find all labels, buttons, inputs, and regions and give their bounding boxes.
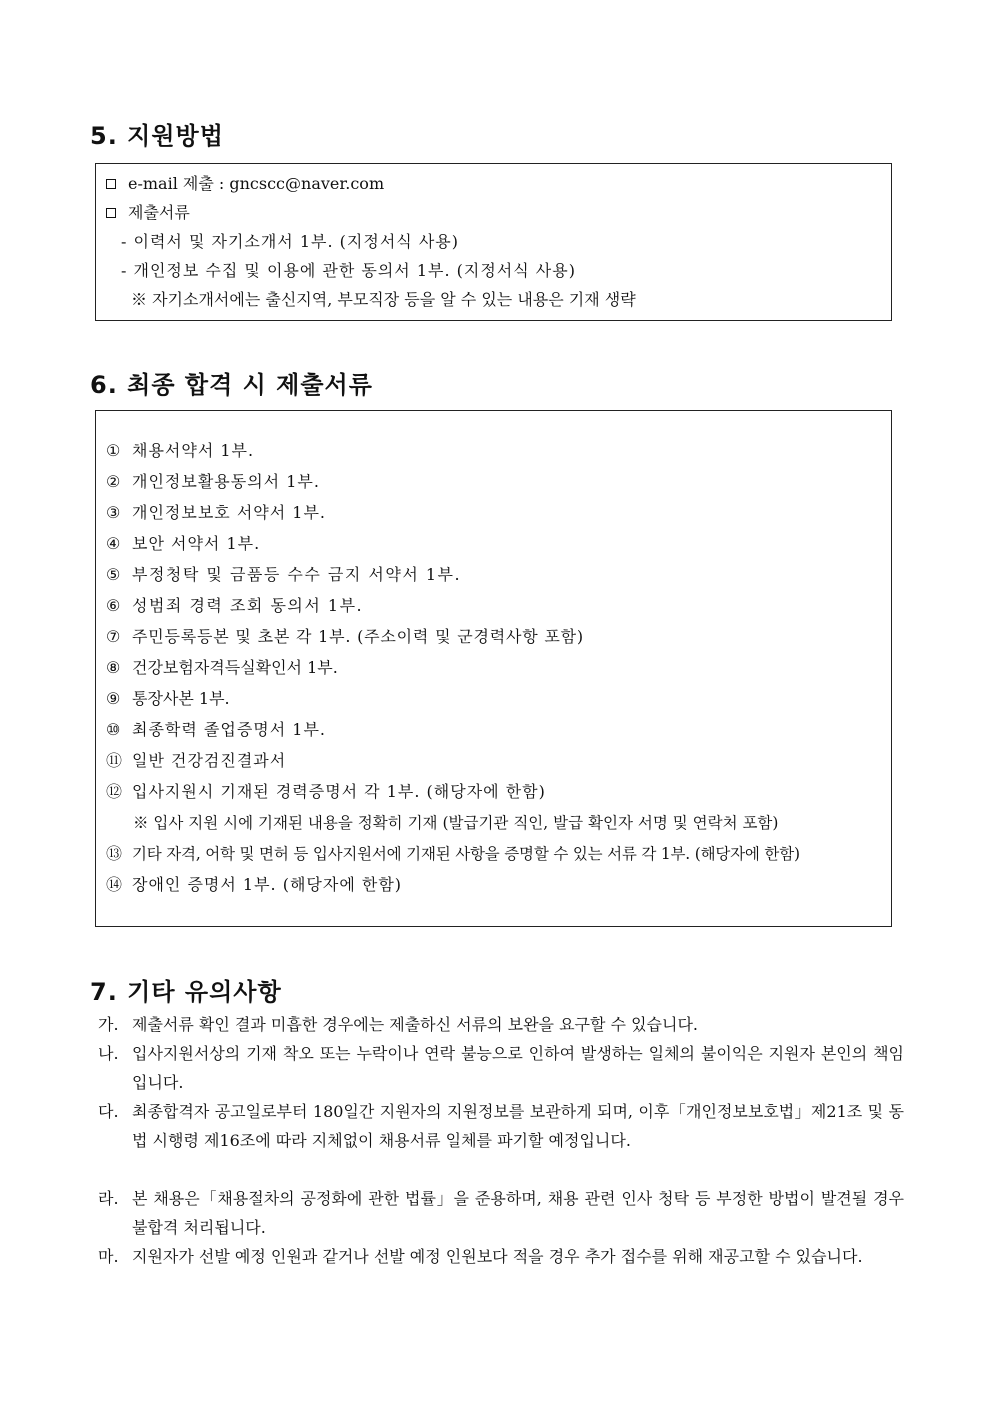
list-item [106, 627, 584, 647]
list-item-documents [106, 203, 190, 223]
list-item [106, 782, 546, 802]
notice-text: 지원자가 선발 예정 인원과 같거나 선발 예정 인원보다 적을 경우 추가 접수를 위해 재공고할 수 있습니다. [132, 1247, 863, 1266]
sub-item-resume: - 이력서 및 자기소개서 1부. (지정서식 사용) [121, 232, 459, 251]
item-text: 기타 자격, 어학 및 면허 등 입사지원서에 기재된 사항을 증명할 수 있는 서류 각 1부. (해당자에 한함) [132, 845, 800, 863]
item-number: ⑬ [106, 844, 123, 863]
item-text: 일반 건강검진결과서 [132, 751, 287, 770]
section-7-title: 7. 기타 유의사항 [90, 978, 282, 1006]
item-text: 입사지원시 기재된 경력증명서 각 1부. (해당자에 한함) [132, 782, 546, 801]
list-item [106, 658, 338, 678]
item-number: ⑦ [106, 627, 121, 646]
sub-item-consent: - 개인정보 수집 및 이용에 관한 동의서 1부. (지정서식 사용) [121, 261, 576, 280]
item-number: ① [106, 441, 121, 460]
item-text: 주민등록등본 및 초본 각 1부. (주소이력 및 군경력사항 포함) [132, 627, 584, 646]
item-number: ⑨ [106, 689, 121, 708]
notice-marker: 다. [98, 1102, 119, 1121]
checkbox-square-icon [106, 208, 116, 218]
notice-item [98, 1010, 904, 1039]
notice-text: 입사지원서상의 기재 착오 또는 누락이나 연락 불능으로 인하여 발생하는 일체의 불이익은 지원자 본인의 책임입니다. [132, 1044, 904, 1092]
item-number: ⑭ [106, 875, 123, 894]
item-text: 개인정보활용동의서 1부. [132, 472, 320, 491]
item-text: 개인정보보호 서약서 1부. [132, 503, 326, 522]
item-text: 보안 서약서 1부. [132, 534, 261, 553]
section-5-box [95, 163, 892, 321]
section-5-title: 5. 지원방법 [90, 122, 224, 150]
notice-item [98, 1242, 904, 1271]
item-number: ③ [106, 503, 121, 522]
notice-marker: 가. [98, 1015, 119, 1034]
section-6-title: 6. 최종 합격 시 제출서류 [90, 371, 373, 399]
notice-item [98, 1039, 904, 1097]
list-item [106, 472, 320, 492]
list-item [106, 689, 230, 709]
checkbox-square-icon [106, 179, 116, 189]
notice-text: 제출서류 확인 결과 미흡한 경우에는 제출하신 서류의 보완을 요구할 수 있습니다. [132, 1015, 698, 1034]
notice-item [98, 1184, 904, 1242]
list-item [106, 534, 260, 554]
item-number: ② [106, 472, 121, 491]
item-number: ⑫ [106, 782, 123, 801]
list-item [106, 875, 402, 895]
item-number: ⑪ [106, 751, 123, 770]
list-item [106, 503, 326, 523]
section-5-note: ※ 자기소개서에는 출신지역, 부모직장 등을 알 수 있는 내용은 기재 생략 [131, 290, 636, 309]
notice-marker: 라. [98, 1189, 119, 1208]
item-text: 부정청탁 및 금품등 수수 금지 서약서 1부. [132, 565, 462, 584]
section-6-box [95, 410, 892, 927]
notice-text: 본 채용은「채용절차의 공정화에 관한 법률」을 준용하며, 채용 관련 인사 청탁 등 부정한 방법이 발견될 경우 불합격 처리됩니다. [132, 1189, 904, 1237]
notice-marker: 마. [98, 1247, 119, 1266]
notice-marker: 나. [98, 1044, 119, 1063]
item-text: 건강보험자격득실확인서 1부. [132, 658, 338, 677]
notice-item [98, 1097, 904, 1155]
item-text: 최종학력 졸업증명서 1부. [132, 720, 326, 739]
item-text: 장애인 증명서 1부. (해당자에 한함) [132, 875, 403, 894]
list-item [106, 844, 800, 864]
list-item [106, 596, 363, 616]
item-number: ⑩ [106, 720, 121, 739]
list-item [106, 441, 254, 461]
item-number: ④ [106, 534, 121, 553]
item-text: 통장사본 1부. [132, 689, 230, 708]
item-text: 채용서약서 1부. [132, 441, 255, 460]
list-item [106, 565, 461, 585]
documents-heading-text: 제출서류 [128, 203, 190, 222]
list-item-email [106, 174, 384, 194]
item-text: 성범죄 경력 조회 동의서 1부. [132, 596, 364, 615]
section-6-note: ※ 입사 지원 시에 기재된 내용을 정확히 기재 (발급기관 직인, 발급 확인자 서명 및 연락처 포함) [133, 814, 779, 832]
list-item [106, 720, 326, 740]
item-number: ⑧ [106, 658, 121, 677]
item-number: ⑥ [106, 596, 121, 615]
list-item [106, 751, 286, 771]
email-submission-text: e-mail 제출 : gncscc@naver.com [128, 174, 385, 193]
item-number: ⑤ [106, 565, 121, 584]
notice-text: 최종합격자 공고일로부터 180일간 지원자의 지원정보를 보관하게 되며, 이후「개인정보보호법」제21조 및 동법 시행령 제16조에 따라 지체없이 채용서류 일체를 파기할 예정입니다. [132, 1102, 904, 1150]
